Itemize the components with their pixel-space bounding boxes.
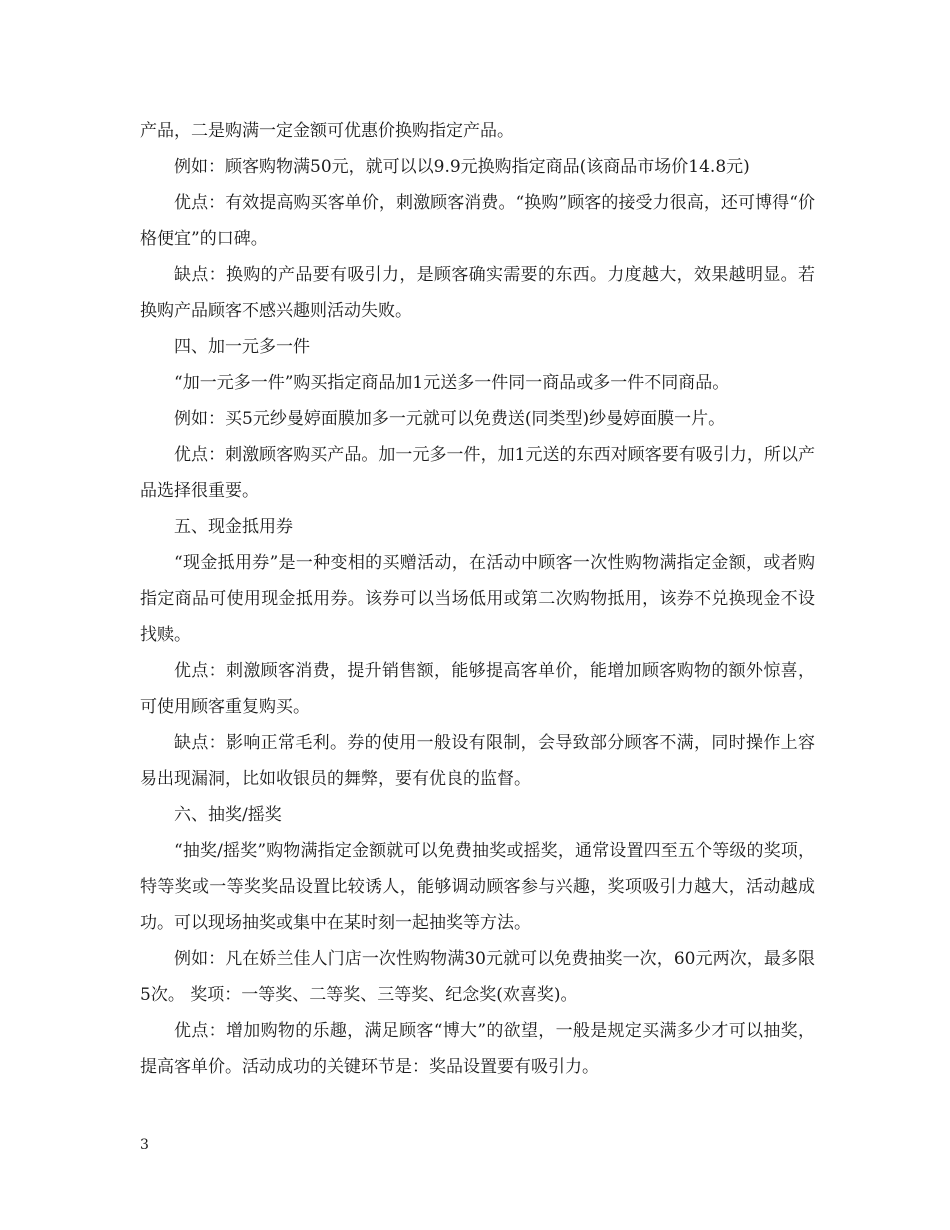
section-heading: 五、现金抵用券 — [174, 517, 293, 537]
paragraph: 优点：有效提高购买客单价，刺激顾客消费。“换购”顾客的接受力很高，还可博得“价格便宜”的口碑。 — [140, 193, 815, 249]
paragraph: “抽奖/摇奖”购物满指定金额就可以免费抽奖或摇奖，通常设置四至五个等级的奖项，特等奖或一等奖奖品设置比较诱人，能够调动顾客参与兴趣，奖项吸引力越大，活动越成功。可以现场抽奖或集中在某时刻一起抽奖等方法。 — [140, 841, 815, 933]
paragraph: 例如：凡在娇兰佳人门店一次性购物满30元就可以免费抽奖一次，60元两次，最多限5次。 奖项：一等奖、二等奖、三等奖、纪念奖(欢喜奖)。 — [140, 949, 815, 1005]
section-heading: 六、抽奖/摇奖 — [174, 805, 282, 825]
paragraph: 例如：买5元纱曼婷面膜加多一元就可以免费送(同类型)纱曼婷面膜一片。 — [174, 409, 726, 429]
paragraph: 例如：顾客购物满50元，就可以以9.9元换购指定商品(该商品市场价14.8元) — [174, 157, 750, 177]
section-heading: 四、加一元多一件 — [174, 337, 310, 357]
document-body — [140, 113, 815, 1085]
paragraph: 优点：增加购物的乐趣，满足顾客“博大”的欲望，一般是规定买满多少才可以抽奖，提高客单价。活动成功的关键环节是：奖品设置要有吸引力。 — [140, 1021, 815, 1077]
paragraph: “现金抵用券”是一种变相的买赠活动，在活动中顾客一次性购物满指定金额，或者购指定商品可使用现金抵用券。该券可以当场低用或第二次购物抵用，该券不兑换现金不设找赎。 — [140, 553, 815, 645]
paragraph: 产品，二是购满一定金额可优惠价换购指定产品。 — [140, 121, 514, 141]
paragraph: 优点：刺激顾客购买产品。加一元多一件，加1元送的东西对顾客要有吸引力，所以产品选择很重要。 — [140, 445, 815, 501]
paragraph: 优点：刺激顾客消费，提升销售额，能够提高客单价，能增加顾客购物的额外惊喜，可使用顾客重复购买。 — [140, 661, 815, 717]
paragraph: “加一元多一件”购买指定商品加1元送多一件同一商品或多一件不同商品。 — [174, 373, 730, 393]
paragraph: 缺点：换购的产品要有吸引力，是顾客确实需要的东西。力度越大，效果越明显。若换购产品顾客不感兴趣则活动失败。 — [140, 265, 815, 321]
paragraph: 缺点：影响正常毛利。券的使用一般设有限制，会导致部分顾客不满，同时操作上容易出现漏洞，比如收银员的舞弊，要有优良的监督。 — [140, 733, 815, 789]
page-number: 3 — [140, 1137, 149, 1153]
